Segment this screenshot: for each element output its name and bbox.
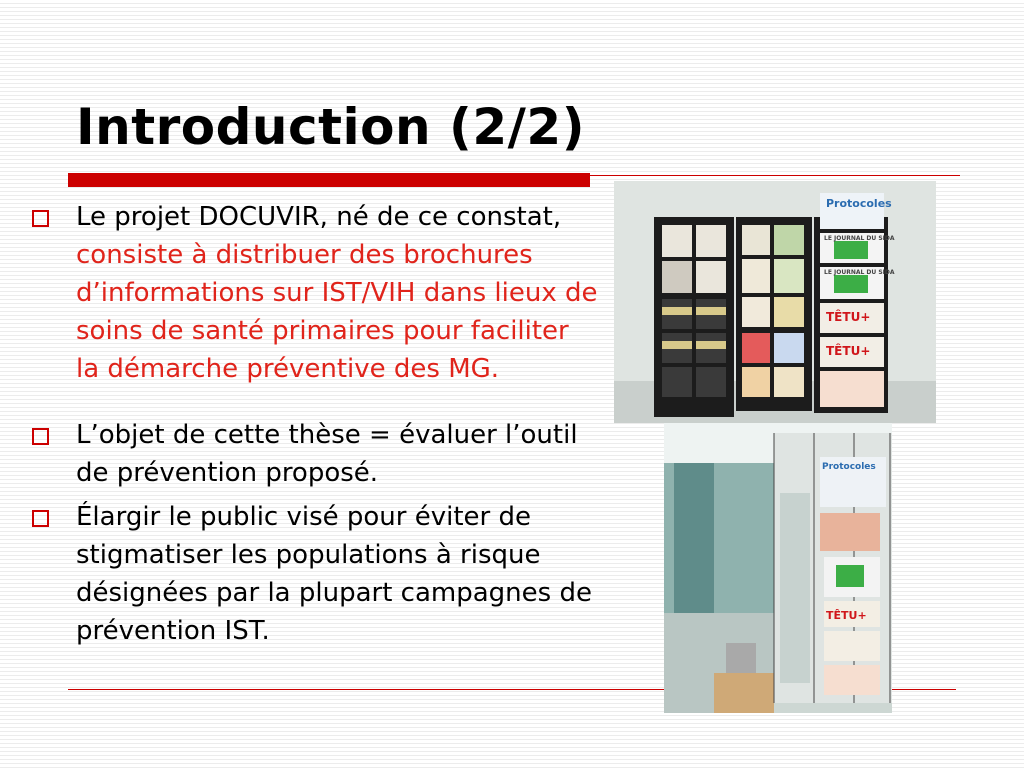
title-accent-bar	[68, 173, 590, 187]
bullet-list	[30, 198, 600, 650]
pharmacy-stand-photo	[664, 423, 892, 713]
stand-label: TÊTU+	[826, 609, 867, 622]
rack-label: TÊTU+	[826, 344, 871, 358]
rack-label: LE JOURNAL DU SIDA	[824, 269, 895, 276]
bullet-text: Élargir le public visé pour éviter de stigmatiser les populations à risque désignées par la plupart campagnes de prévention IST.	[76, 502, 592, 646]
rack-label: LE JOURNAL DU SIDA	[824, 235, 895, 242]
bullet-item	[30, 416, 600, 492]
rack-label: Protocoles	[826, 197, 892, 210]
bullet-item	[30, 498, 600, 650]
bullet-highlight-text: consiste à distribuer des brochures d’informations sur IST/VIH dans lieux de soins de santé primaires pour faciliter la démarche préventive des MG.	[76, 240, 598, 384]
hollow-square-icon	[32, 428, 49, 445]
brochure-rack-photo	[614, 181, 936, 423]
title-rule	[590, 175, 960, 176]
stand-label: Protocoles	[822, 462, 876, 472]
hollow-square-icon	[32, 510, 49, 527]
bullet-item	[30, 198, 600, 388]
rack-label: TÊTU+	[826, 310, 871, 324]
hollow-square-icon	[32, 210, 49, 227]
bullet-text: Le projet DOCUVIR, né de ce constat,	[76, 202, 562, 232]
bullet-text: L’objet de cette thèse = évaluer l’outil de prévention proposé.	[76, 420, 578, 488]
slide-title: Introduction (2/2)	[76, 98, 586, 156]
